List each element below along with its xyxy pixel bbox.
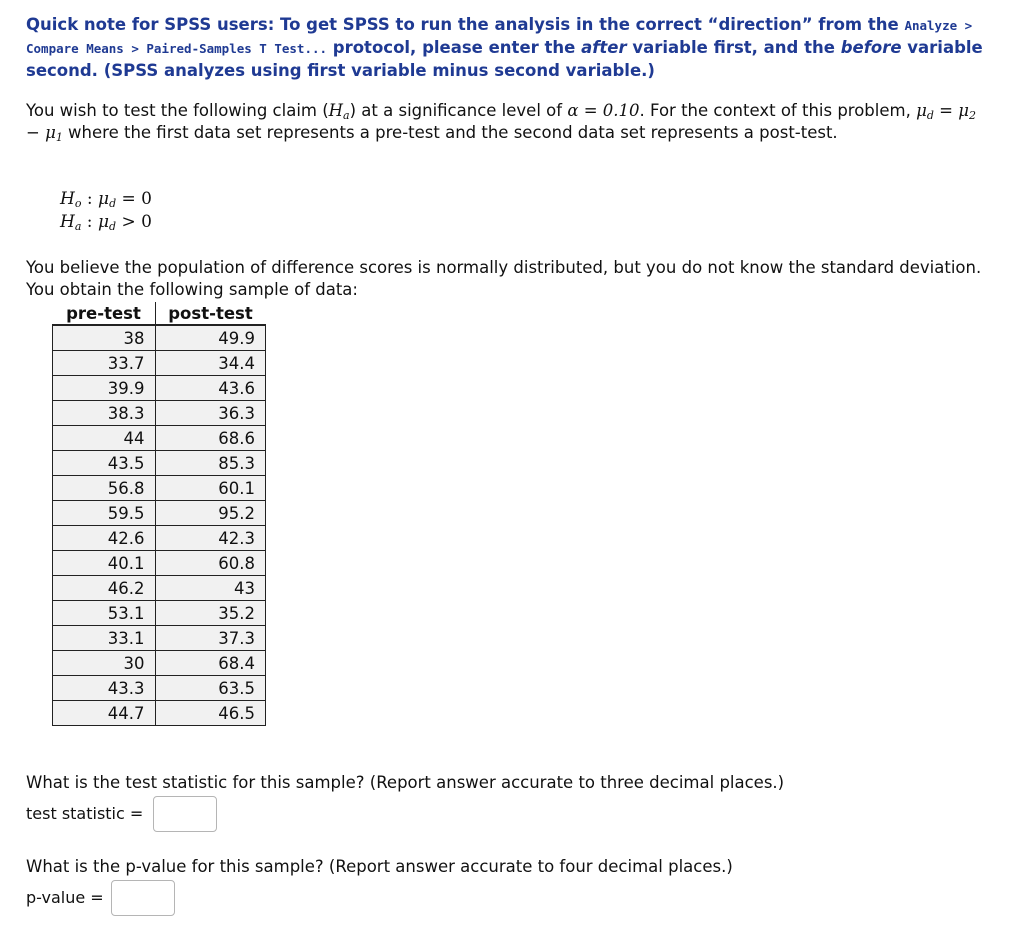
table-row <box>53 476 266 501</box>
pre-test-cell: 43.3 <box>53 676 156 701</box>
post-test-cell: 95.2 <box>155 501 266 526</box>
p-value-label: p-value = <box>26 888 104 907</box>
spss-menu-path: Analyze > Compare Means > Paired-Samples T Test... <box>26 18 973 56</box>
null-hypothesis: $H_o$ : $\mu_d = 0$ <box>60 189 152 210</box>
question-test-statistic: What is the test statistic for this sample? (Report answer accurate to three decimal places.) <box>26 773 785 792</box>
table-row <box>53 451 266 476</box>
table-row <box>53 601 266 626</box>
table-row <box>53 376 266 401</box>
question-p-value: What is the p-value for this sample? (Report answer accurate to four decimal places.) <box>26 857 733 876</box>
header-pre-test: pre-test <box>53 302 156 325</box>
table-row <box>53 501 266 526</box>
post-test-cell: 85.3 <box>155 451 266 476</box>
pre-test-cell: 30 <box>53 651 156 676</box>
post-test-cell: 42.3 <box>155 526 266 551</box>
pre-test-cell: 44 <box>53 426 156 451</box>
pre-test-cell: 56.8 <box>53 476 156 501</box>
post-test-cell: 34.4 <box>155 351 266 376</box>
table-row <box>53 676 266 701</box>
post-test-cell: 46.5 <box>155 701 266 726</box>
post-test-cell: 68.4 <box>155 651 266 676</box>
post-test-cell: 37.3 <box>155 626 266 651</box>
post-test-cell: 49.9 <box>155 325 266 351</box>
data-table <box>52 302 266 726</box>
pre-test-cell: 46.2 <box>53 576 156 601</box>
post-test-cell: 43 <box>155 576 266 601</box>
pre-test-cell: 40.1 <box>53 551 156 576</box>
table-row <box>53 325 266 351</box>
claim-paragraph: You wish to test the following claim $(H_a)$ at a significance level of α = 0.10. For the context of this problem, $\mu_d = \mu_2 - \mu_1$ where the first data set represents a pre-test and the second data set represents a post-test. <box>26 101 976 144</box>
table-row <box>53 426 266 451</box>
table-row <box>53 401 266 426</box>
alternative-hypothesis: $H_a$ : $\mu_d > 0$ <box>60 212 152 233</box>
table-row <box>53 651 266 676</box>
pre-test-cell: 39.9 <box>53 376 156 401</box>
test-statistic-label: test statistic = <box>26 804 144 823</box>
pre-test-cell: 33.1 <box>53 626 156 651</box>
post-test-cell: 43.6 <box>155 376 266 401</box>
table-row <box>53 576 266 601</box>
table-row <box>53 351 266 376</box>
pre-test-cell: 53.1 <box>53 601 156 626</box>
spss-note: Quick note for SPSS users: To get SPSS to run the analysis in the correct “direction” from the Analyze > Compare Means > Paired-Samples T Test... protocol, please enter the after variable first, and the before variable second. (SPSS analyzes using first variable minus second variable.) <box>26 15 983 80</box>
pre-test-cell: 38.3 <box>53 401 156 426</box>
table-row <box>53 526 266 551</box>
post-test-cell: 36.3 <box>155 401 266 426</box>
pre-test-cell: 43.5 <box>53 451 156 476</box>
pre-test-cell: 38 <box>53 325 156 351</box>
post-test-cell: 60.8 <box>155 551 266 576</box>
alpha-value: 0.10 <box>602 101 640 120</box>
pre-test-cell: 33.7 <box>53 351 156 376</box>
test-statistic-input[interactable] <box>153 796 217 832</box>
p-value-input[interactable] <box>111 880 175 916</box>
table-row <box>53 626 266 651</box>
belief-paragraph: You believe the population of difference scores is normally distributed, but you do not know the standard deviation. You obtain the following sample of data: <box>26 258 982 299</box>
post-test-cell: 68.6 <box>155 426 266 451</box>
table-row <box>53 701 266 726</box>
table-body <box>53 325 266 726</box>
pre-test-cell: 42.6 <box>53 526 156 551</box>
post-test-cell: 63.5 <box>155 676 266 701</box>
post-test-cell: 60.1 <box>155 476 266 501</box>
post-test-cell: 35.2 <box>155 601 266 626</box>
pre-test-cell: 59.5 <box>53 501 156 526</box>
pre-test-cell: 44.7 <box>53 701 156 726</box>
table-row <box>53 551 266 576</box>
header-post-test: post-test <box>155 302 266 325</box>
